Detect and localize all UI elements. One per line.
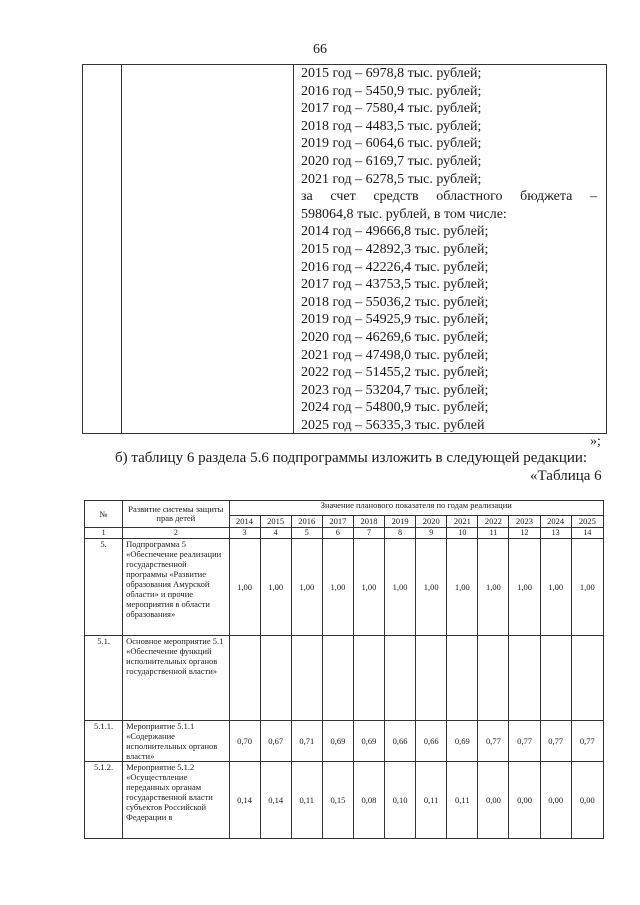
- word: средств: [373, 189, 419, 205]
- header-year: 2025: [571, 516, 603, 528]
- row-value: 0,67: [260, 721, 291, 762]
- row-value: 0,69: [447, 721, 478, 762]
- column-index: 4: [260, 528, 291, 539]
- row-value: 1,00: [229, 539, 260, 636]
- header-span-title: Значение планового показателя по годам реализации: [229, 501, 604, 516]
- indicator-table: [84, 500, 604, 839]
- row-value: 1,00: [571, 539, 603, 636]
- row-value: [229, 636, 260, 721]
- column-index: 11: [478, 528, 509, 539]
- row-value: 0,00: [540, 762, 571, 839]
- funding-text: [301, 65, 601, 434]
- column-index: 10: [447, 528, 478, 539]
- column-index: 1: [85, 528, 123, 539]
- row-number: 5.1.1.: [85, 721, 123, 762]
- regional-budget-total: 598064,8 тыс. рублей, в том числе:: [301, 206, 507, 222]
- row-value: 0,11: [416, 762, 447, 839]
- row-number: 5.: [85, 539, 123, 636]
- row-value: [353, 636, 384, 721]
- row-name: Основное мероприятие 5.1 «Обеспечение функций исполнительных органов государственной власти»: [123, 636, 229, 721]
- row-value: 1,00: [260, 539, 291, 636]
- column-index: 14: [571, 528, 603, 539]
- page-number: 66: [313, 42, 327, 57]
- regional-line: 2018 год – 55036,2 тыс. рублей;: [301, 294, 489, 310]
- table-caption: «Таблица 6: [530, 468, 602, 484]
- row-value: 0,77: [478, 721, 509, 762]
- header-year: 2015: [260, 516, 291, 528]
- row-value: [509, 636, 540, 721]
- row-value: [571, 636, 603, 721]
- column-divider: [121, 65, 122, 433]
- column-divider: [293, 65, 294, 433]
- header-year: 2021: [447, 516, 478, 528]
- row-value: [385, 636, 416, 721]
- row-value: [447, 636, 478, 721]
- row-value: 0,08: [353, 762, 384, 839]
- funding-line: 2015 год – 6978,8 тыс. рублей;: [301, 66, 482, 81]
- row-value: [416, 636, 447, 721]
- header-name: Развитие системы защиты прав детей: [123, 501, 229, 528]
- header-no: №: [85, 501, 123, 528]
- header-year: 2023: [509, 516, 540, 528]
- row-value: 1,00: [353, 539, 384, 636]
- regional-line: 2025 год – 56335,3 тыс. рублей: [301, 417, 485, 433]
- column-index: 9: [416, 528, 447, 539]
- header-year: 2024: [540, 516, 571, 528]
- regional-line: 2024 год – 54800,9 тыс. рублей;: [301, 400, 489, 416]
- row-number: 5.1.2.: [85, 762, 123, 839]
- regional-line: 2014 год – 49666,8 тыс. рублей;: [301, 224, 489, 240]
- row-value: 0,77: [571, 721, 603, 762]
- funding-line: 2016 год – 5450,9 тыс. рублей;: [301, 83, 482, 99]
- table-row: [85, 762, 604, 839]
- funding-line: 2019 год – 6064,6 тыс. рублей;: [301, 136, 482, 152]
- row-value: 0,00: [571, 762, 603, 839]
- word: бюджета: [520, 189, 573, 205]
- column-index: 6: [322, 528, 353, 539]
- regional-line: 2022 год – 51455,2 тыс. рублей;: [301, 365, 489, 381]
- row-value: 0,71: [291, 721, 322, 762]
- regional-line: 2023 год – 53204,7 тыс. рублей;: [301, 382, 489, 398]
- regional-line: 2016 год – 42226,4 тыс. рублей;: [301, 259, 489, 275]
- row-number: 5.1.: [85, 636, 123, 721]
- column-index: 8: [385, 528, 416, 539]
- table-row: [85, 721, 604, 762]
- row-value: 0,69: [322, 721, 353, 762]
- header-year: 2018: [353, 516, 384, 528]
- row-value: 0,10: [385, 762, 416, 839]
- closing-quote: »;: [590, 434, 601, 449]
- row-value: 0,77: [540, 721, 571, 762]
- funding-line: 2018 год – 4483,5 тыс. рублей;: [301, 118, 482, 134]
- row-value: 1,00: [322, 539, 353, 636]
- column-index: 3: [229, 528, 260, 539]
- row-value: 0,70: [229, 721, 260, 762]
- funding-table: [82, 64, 607, 434]
- row-value: 0,11: [291, 762, 322, 839]
- word: счет: [330, 189, 356, 205]
- regional-line: 2017 год – 43753,5 тыс. рублей;: [301, 277, 489, 293]
- funding-line: 2020 год – 6169,7 тыс. рублей;: [301, 153, 482, 169]
- row-value: 1,00: [416, 539, 447, 636]
- row-value: [322, 636, 353, 721]
- regional-line: 2020 год – 46269,6 тыс. рублей;: [301, 329, 489, 345]
- header-year: 2016: [291, 516, 322, 528]
- row-name: Мероприятие 5.1.1 «Содержание исполнительных органов власти»: [123, 721, 229, 762]
- row-value: 0,14: [229, 762, 260, 839]
- row-value: 0,00: [478, 762, 509, 839]
- row-value: 1,00: [478, 539, 509, 636]
- row-value: 0,66: [385, 721, 416, 762]
- word: областного: [436, 189, 503, 205]
- row-value: [260, 636, 291, 721]
- regional-line: 2021 год – 47498,0 тыс. рублей;: [301, 347, 489, 363]
- row-value: [478, 636, 509, 721]
- header-year: 2020: [416, 516, 447, 528]
- row-value: [291, 636, 322, 721]
- row-name: Мероприятие 5.1.2 «Осуществление переданных органам государственной власти субъектов Российской Федерации в: [123, 762, 229, 839]
- row-value: 0,15: [322, 762, 353, 839]
- row-value: 1,00: [447, 539, 478, 636]
- row-value: 1,00: [509, 539, 540, 636]
- header-year: 2014: [229, 516, 260, 528]
- row-value: 0,66: [416, 721, 447, 762]
- column-index: 12: [509, 528, 540, 539]
- table-row: [85, 636, 604, 721]
- row-value: 0,69: [353, 721, 384, 762]
- header-year: 2017: [322, 516, 353, 528]
- row-value: 0,77: [509, 721, 540, 762]
- regional-line: 2019 год – 54925,9 тыс. рублей;: [301, 312, 489, 328]
- column-index: 5: [291, 528, 322, 539]
- row-value: 1,00: [540, 539, 571, 636]
- row-value: 0,00: [509, 762, 540, 839]
- word: за: [301, 189, 313, 205]
- row-name: Подпрограмма 5 «Обеспечение реализации государственной программы «Развитие образования Амурской области» и прочие мероприятия в области образования»: [123, 539, 229, 636]
- row-value: 1,00: [385, 539, 416, 636]
- regional-line: 2015 год – 42892,3 тыс. рублей;: [301, 241, 489, 257]
- funding-line: 2021 год – 6278,5 тыс. рублей;: [301, 171, 482, 187]
- column-index: 2: [123, 528, 229, 539]
- row-value: 0,11: [447, 762, 478, 839]
- row-value: 1,00: [291, 539, 322, 636]
- column-index: 13: [540, 528, 571, 539]
- header-year: 2019: [385, 516, 416, 528]
- instruction-text: б) таблицу 6 раздела 5.6 подпрограммы изложить в следующей редакции:: [115, 450, 588, 466]
- column-index: 7: [353, 528, 384, 539]
- header-year: 2022: [478, 516, 509, 528]
- row-value: 0,14: [260, 762, 291, 839]
- table-row: [85, 539, 604, 636]
- row-value: [540, 636, 571, 721]
- funding-line: 2017 год – 7580,4 тыс. рублей;: [301, 101, 482, 117]
- regional-budget-heading: [301, 188, 597, 206]
- word: –: [589, 189, 597, 205]
